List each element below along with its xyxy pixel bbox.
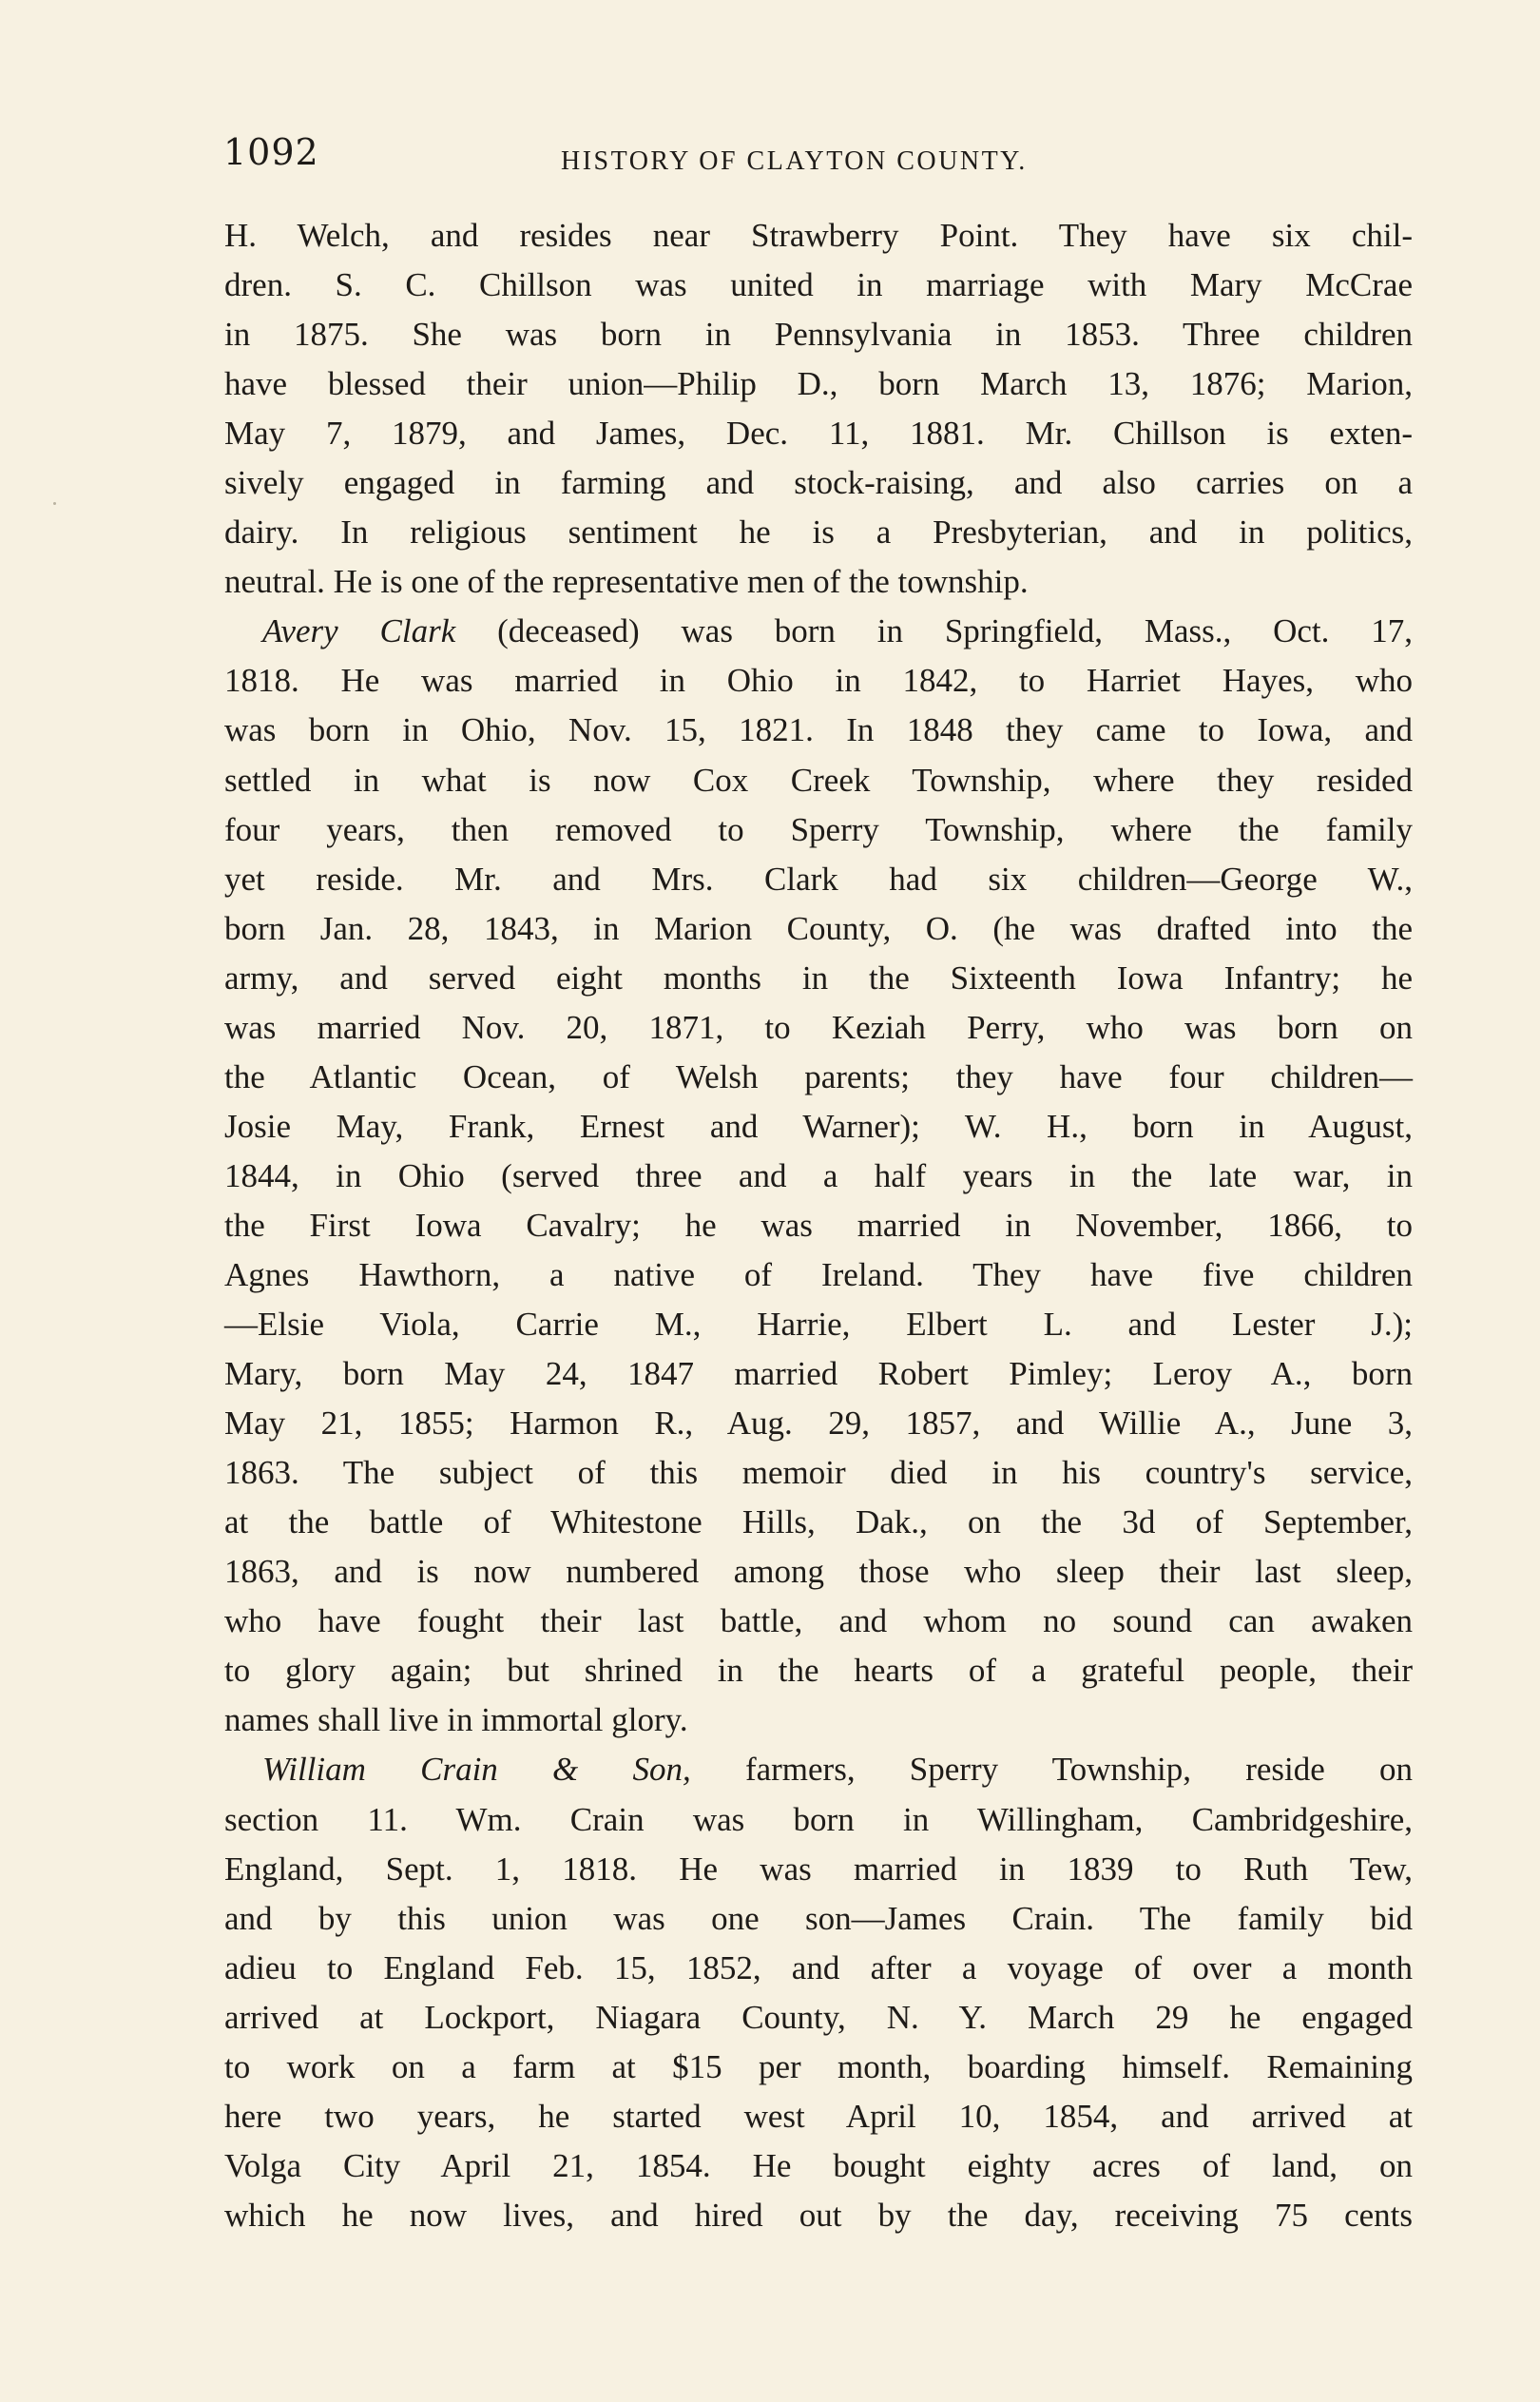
line-text: adieu to England Feb. 15, 1852, and after a voyage of over a month [224, 1948, 1413, 1986]
text-line [224, 805, 1413, 855]
line-text: (deceased) was born in Springfield, Mass., Oct. 17, [455, 612, 1413, 650]
body-text [224, 211, 1413, 2240]
line-text: settled in what is now Cox Creek Township, where they resided [224, 761, 1413, 799]
line-text: Agnes Hawthorn, a native of Ireland. They have five children [224, 1255, 1413, 1293]
line-text: 1844, in Ohio (served three and a half years in the late war, in [224, 1156, 1413, 1194]
line-text: 1863, and is now numbered among those who sleep their last sleep, [224, 1553, 1413, 1591]
text-line [224, 508, 1413, 557]
text-line [224, 2043, 1413, 2092]
line-text: to work on a farm at $15 per month, boarding himself. Remaining [224, 2047, 1413, 2085]
text-line [224, 1003, 1413, 1053]
line-text: in 1875. She was born in Pennsylvania in 1853. Three children [224, 316, 1413, 354]
text-line [224, 1845, 1413, 1894]
text-line [224, 458, 1413, 508]
text-line [224, 1695, 1413, 1745]
text-line [224, 1201, 1413, 1250]
text-line [224, 1399, 1413, 1448]
page-header [223, 131, 1412, 188]
text-line [224, 2092, 1413, 2141]
text-line [224, 1448, 1413, 1498]
line-text: the Atlantic Ocean, of Welsh parents; they have four children— [224, 1057, 1413, 1095]
text-line [224, 656, 1413, 706]
line-text: section 11. Wm. Crain was born in Willingham, Cambridgeshire, [224, 1800, 1413, 1838]
text-line [224, 706, 1413, 755]
text-line [224, 904, 1413, 954]
text-line [224, 1250, 1413, 1300]
text-line [224, 1944, 1413, 1993]
line-text: Volga City April 21, 1854. He bought eighty acres of land, on [224, 2146, 1413, 2184]
text-line [224, 1102, 1413, 1152]
text-line [224, 1152, 1413, 1201]
line-text: yet reside. Mr. and Mrs. Clark had six children—George W., [224, 860, 1413, 898]
text-line [224, 1795, 1413, 1845]
text-line [224, 1745, 1413, 1794]
line-text: Josie May, Frank, Ernest and Warner); W. H., born in August, [224, 1107, 1413, 1145]
text-line [224, 359, 1413, 409]
line-text: England, Sept. 1, 1818. He was married in 1839 to Ruth Tew, [224, 1850, 1413, 1888]
line-text: May 7, 1879, and James, Dec. 11, 1881. Mr. Chillson is exten- [224, 415, 1413, 453]
text-line [224, 1547, 1413, 1597]
running-head: HISTORY OF CLAYTON COUNTY. [561, 146, 1028, 176]
line-text: born Jan. 28, 1843, in Marion County, O. (he was drafted into the [224, 909, 1413, 947]
text-line [224, 1894, 1413, 1944]
line-text: Mary, born May 24, 1847 married Robert Pimley; Leroy A., born [224, 1355, 1413, 1393]
line-text: to glory again; but shrined in the hearts of a grateful people, their [224, 1652, 1413, 1690]
text-line [224, 2141, 1413, 2191]
line-text: and by this union was one son—James Crain. The family bid [224, 1899, 1413, 1937]
line-text: neutral. He is one of the representative men of the township. [224, 563, 1029, 601]
line-text: dairy. In religious sentiment he is a Presbyterian, and in politics, [224, 513, 1413, 552]
line-text: H. Welch, and resides near Strawberry Point. They have six chil- [224, 217, 1413, 254]
text-line [224, 1300, 1413, 1349]
text-line [224, 855, 1413, 904]
line-text: here two years, he started west April 10, 1854, and arrived at [224, 2097, 1413, 2135]
line-text: dren. S. C. Chillson was united in marriage with Mary McCrae [224, 266, 1413, 304]
text-line [224, 1349, 1413, 1399]
page-number: 1092 [223, 131, 319, 173]
line-text: sively engaged in farming and stock-raising, and also carries on a [224, 464, 1413, 502]
line-text: 1818. He was married in Ohio in 1842, to Harriet Hayes, who [224, 662, 1413, 700]
line-text: was born in Ohio, Nov. 15, 1821. In 1848 they came to Iowa, and [224, 711, 1413, 749]
text-line [224, 2191, 1413, 2240]
text-line [224, 1053, 1413, 1102]
line-text: 1863. The subject of this memoir died in his country's service, [224, 1454, 1413, 1492]
text-line [224, 310, 1413, 359]
text-line [224, 1498, 1413, 1547]
line-text: arrived at Lockport, Niagara County, N. Y. March 29 he engaged [224, 1998, 1413, 2036]
text-line [224, 1993, 1413, 2043]
paper-speck [53, 502, 56, 505]
entry-name: William Crain & Son, [262, 1751, 691, 1789]
line-text: names shall live in immortal glory. [224, 1701, 688, 1739]
line-text: have blessed their union—Philip D., born March 13, 1876; Marion, [224, 365, 1413, 403]
text-line [224, 261, 1413, 310]
text-line [224, 756, 1413, 805]
text-line [224, 409, 1413, 458]
text-line [224, 954, 1413, 1003]
line-text: at the battle of Whitestone Hills, Dak., on the 3d of September, [224, 1503, 1413, 1541]
line-text: which he now lives, and hired out by the day, receiving 75 cents [224, 2196, 1413, 2234]
line-text: —Elsie Viola, Carrie M., Harrie, Elbert L. and Lester J.); [224, 1306, 1413, 1344]
line-text: was married Nov. 20, 1871, to Keziah Perry, who was born on [224, 1008, 1413, 1046]
line-text: May 21, 1855; Harmon R., Aug. 29, 1857, and Willie A., June 3, [224, 1404, 1413, 1443]
text-line [224, 1646, 1413, 1695]
entry-name: Avery Clark [262, 612, 456, 650]
line-text: who have fought their last battle, and whom no sound can awaken [224, 1602, 1413, 1640]
text-line [224, 1597, 1413, 1646]
line-text: four years, then removed to Sperry Township, where the family [224, 810, 1413, 848]
text-line [224, 211, 1413, 261]
line-text: farmers, Sperry Township, reside on [690, 1751, 1413, 1789]
line-text: the First Iowa Cavalry; he was married in November, 1866, to [224, 1206, 1413, 1244]
text-line [224, 557, 1413, 607]
text-line [224, 607, 1413, 656]
line-text: army, and served eight months in the Sixteenth Iowa Infantry; he [224, 959, 1413, 997]
